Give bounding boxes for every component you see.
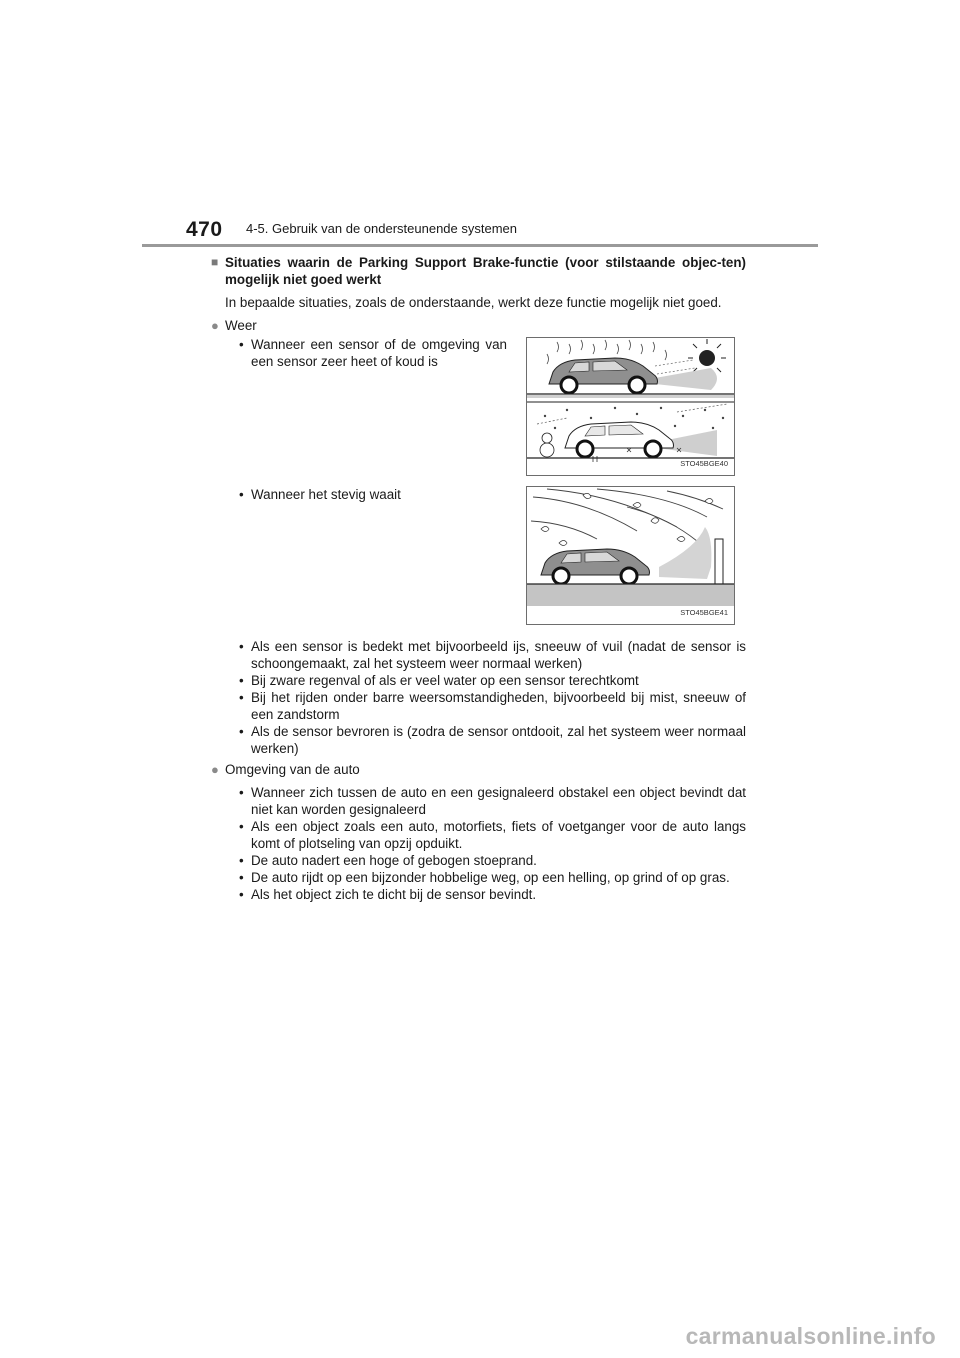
list-item: • Bij zware regenval of als er veel water op een sensor terechtkomt (239, 673, 639, 688)
list-item: • Als het object zich te dicht bij de sensor bevindt. (239, 887, 537, 902)
item-wind: Wanneer het stevig waait (251, 487, 401, 502)
list-item: • De auto rijdt op een bijzonder hobbelige weg, op een helling, op grind of op gras. (239, 870, 730, 885)
page-content (211, 254, 746, 903)
list-item: • Als een object zoals een auto, motorfiets, fiets of voetganger voor de auto langs komt of plotseling van opzij opduikt. (239, 819, 746, 851)
list-item: • De auto nadert een hoge of gebogen stoeprand. (239, 853, 537, 868)
figure-hot-cold (526, 337, 735, 476)
chapter-title: 4-5. Gebruik van de ondersteunende systemen (246, 221, 518, 236)
list-item: • Wanneer zich tussen de auto en een gesignaleerd obstakel een object bevindt dat niet kan worden gesignaleerd (239, 785, 746, 817)
square-bullet-icon: ■ (211, 255, 219, 269)
section-intro: In bepaalde situaties, zoals de onderstaande, werkt deze functie mogelijk niet goed. (225, 295, 722, 310)
snowman-icon (540, 433, 554, 457)
figure-wind (526, 486, 735, 625)
car-icon (565, 422, 674, 457)
figure-code: STO45BGE41 (680, 608, 728, 617)
circle-bullet-icon: ● (211, 762, 219, 777)
page-number: 470 (186, 218, 223, 241)
list-item: • Bij het rijden onder barre weersomstandigheden, bijvoorbeeld bij mist, sneeuw of een zandstorm (239, 690, 746, 722)
weather-figures (239, 336, 746, 636)
header-rule (142, 244, 818, 247)
weather-label-text: Weer (225, 318, 257, 333)
list-item: • Als de sensor bevroren is (zodra de sensor ontdooit, zal het systeem weer normaal werken) (239, 724, 746, 756)
car-icon (549, 358, 658, 393)
figure-code: STO45BGE40 (680, 459, 728, 468)
list-item: • Wanneer een sensor of de omgeving van een sensor zeer heet of koud is (239, 337, 507, 369)
surroundings-label (211, 761, 746, 778)
car-icon (541, 549, 650, 584)
surroundings-bullet-list (211, 784, 746, 903)
circle-bullet-icon: ● (211, 318, 219, 333)
item-hot-cold: Wanneer een sensor of de omgeving van een sensor zeer heet of koud is (251, 337, 507, 369)
weather-label (211, 317, 746, 334)
weather-bullet-list (211, 638, 746, 757)
list-item: • Wanneer het stevig waait (239, 486, 507, 503)
watermark: carmanualsonline.info (685, 1323, 936, 1349)
section-heading (211, 254, 746, 288)
list-item: • Als een sensor is bedekt met bijvoorbeeld ijs, sneeuw of vuil (nadat de sensor is schoongemaakt, zal het systeem weer normaal werken) (239, 639, 746, 671)
section-heading-text: Situaties waarin de Parking Support Brake-functie (voor stilstaande objec-ten) mogelijk niet goed werkt (225, 255, 746, 287)
surroundings-label-text: Omgeving van de auto (225, 762, 360, 777)
